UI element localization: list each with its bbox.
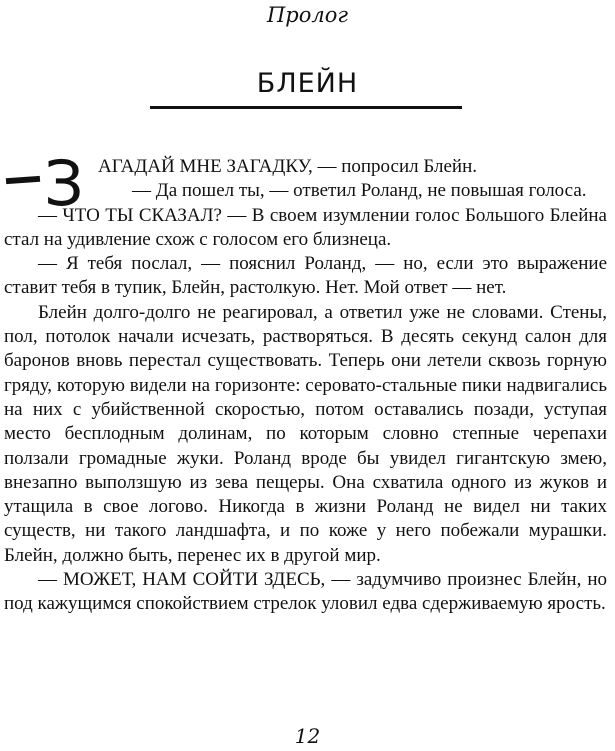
paragraph-3: — ЧТО ТЫ СКАЗАЛ? — В своем изумлении голос Большого Блейна стал на удивление схож с голосом его близнеца. (4, 204, 607, 250)
paragraph-4: — Я тебя послал, — пояснил Роланд, — но, если это выражение ставит тебя в тупик, Блейн, растолкую. Нет. Мой ответ — нет. (4, 253, 607, 299)
drop-cap-letter: З (44, 151, 84, 207)
running-header: Пролог (266, 3, 349, 27)
paragraph-1-text: АГАДАЙ МНЕ ЗАГАДКУ, — попросил Блейн. (98, 156, 478, 177)
chapter-title: БЛЕЙН (256, 68, 359, 99)
drop-cap-graphic (4, 151, 96, 207)
drop-cap (4, 151, 96, 207)
paragraph-6: — МОЖЕТ, НАМ СОЙТИ ЗДЕСЬ, — задумчиво произнес Блейн, но под кажущимся спокойствием стрелок уловил едва сдерживаемую ярость. (4, 569, 607, 615)
chapter-body (4, 151, 607, 617)
paragraph-2: — Да пошел ты, — ответил Роланд, не повышая голоса. (132, 180, 587, 202)
paragraph-5: Блейн долго-долго не реагировал, а ответил уже не словами. Стены, пол, потолок начали исчезать, растворяться. В десять секунд салон для баронов вновь перестал существовать. Теперь они летели сквозь горную гряду, которую видели на горизонте: серовато-стальные пики надвигались на них с убийственной скоростью, потом оставались позади, уступая место бесплодным долинам, по которым словно степные черепахи ползали громадные жуки. Роланд вроде бы увидел гигантскую змею, внезапно выползшую из зева пещеры. Она схватила одного из жуков и утащила в свое логово. Никогда в жизни Роланд не видел ни таких существ, ни такого ландшафта, и по коже у него побежали мурашки. Блейн, должно быть, перенес их в другой мир. (4, 301, 607, 566)
page-number: 12 (294, 724, 321, 748)
title-underline (150, 106, 462, 109)
